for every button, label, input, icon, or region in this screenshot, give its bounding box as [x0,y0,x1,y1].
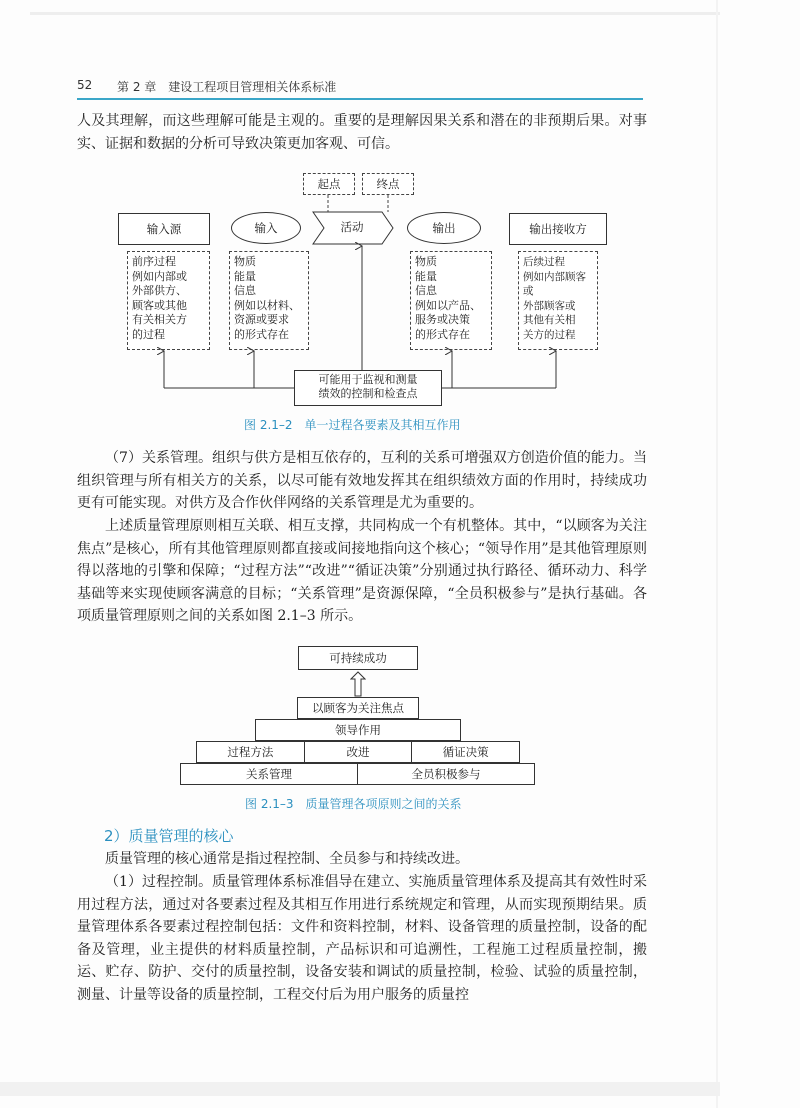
output-ellipse: 输出 [407,212,481,244]
end-point-box: 终点 [362,173,414,195]
scan-edge-bottom [0,1082,720,1096]
customer-focus-box: 以顾客为关注焦点 [297,697,419,719]
page-number: 52 [77,78,93,92]
start-point-box: 起点 [303,173,355,195]
output-note: 物质 能量 信息 例如以产品、 服务或决策 的形式存在 [410,251,492,350]
running-header [77,76,643,100]
chapter-title: 第 2 章 建设工程项目管理相关体系标准 [117,80,337,94]
sustained-success-box: 可持续成功 [298,646,418,670]
activity-label: 活动 [340,220,364,234]
input-source-box: 输入源 [118,213,210,245]
improvement-cell: 改进 [304,742,412,762]
up-arrow [350,671,366,697]
input-source-note: 前序过程 例如内部或 外部供方、 顾客或其他 有关相关方 的过程 [127,251,210,350]
figure-caption-2-1-2: 图 2.1–2 单一过程各要素及其相互作用 [244,418,461,432]
input-note: 物质 能量 信息 例如以材料、 资源或要求 的形式存在 [229,251,309,350]
scan-edge-right [716,0,718,1108]
engagement-cell: 全员积极参与 [357,764,534,784]
paragraph-process-control: （1）过程控制。质量管理体系标准倡导在建立、实施质量管理体系及提高其有效性时采用过程方法，通过对各要素过程及其相互作用进行系统规定和管理，从而实现预期结果。质量管理体系各要素过程控制包括：文件和资料控制，材料、设备管理的质量控制，设备的配备及管理，业主提供的材料质量控制，产品标识和可追溯性，工程施工过程质量控制，搬运、贮存、防护、交付的质量控制，设备安装和调试的质量控制，检验、试验的质量控制，测量、计量等设备的质量控制，工程交付后为用户服务的质量控 [77,874,647,1003]
middle-principles-row [196,741,520,763]
evidence-decision-cell: 循证决策 [411,742,519,762]
connector-lines [150,194,620,394]
leadership-box: 领导作用 [255,719,461,741]
process-approach-cell: 过程方法 [227,745,274,759]
receiver-note: 后续过程 例如内部顾客或 外部顾客或 其他有关相 关方的过程 [518,251,598,350]
up-arrow-icon [351,672,365,696]
base-principles-row [180,763,535,785]
paragraph-relationship: （7）关系管理。组织与供方是相互依存的，互利的关系可增强双方创造价值的能力。当组织管理与所有相关方的关系，以尽可能有效地发挥其在组织绩效方面的作用时，持续成功更有可能实现。对供方及合作伙伴网络的关系管理是尤为重要的。 [77,450,647,511]
control-point-box: 可能用于监视和测量 绩效的控制和检查点 [294,370,442,406]
scan-edge-top [30,12,720,15]
input-ellipse: 输入 [231,212,301,244]
paragraph-core: 质量管理的核心通常是指过程控制、全员参与和持续改进。 [105,851,469,867]
paragraph-intro: 人及其理解，而这些理解可能是主观的。重要的是理解因果关系和潜在的非预期后果。对事实、证据和数据的分析可导致决策更加客观、可信。 [77,113,647,152]
paragraph-principles: 上述质量管理原则相互关联、相互支撑，共同构成一个有机整体。其中，“以顾客为关注焦点”是核心，所有其他管理原则都直接或间接地指向这个核心；“领导作用”是其他管理原则得以落地的引擎和保障；“过程方法”“改进”“循证决策”分别通过执行路径、循环动力、科学基础等来实现使顾客满意的目标；“关系管理”是资源保障，“全员积极参与”是执行基础。各项质量管理原则之间的关系如图 2.1–3 所示。 [77,518,647,624]
figure-caption-2-1-3: 图 2.1–3 质量管理各项原则之间的关系 [245,797,462,811]
output-receiver-box: 输出接收方 [509,213,607,245]
relationship-management-cell: 关系管理 [246,767,292,781]
section-title: 2）质量管理的核心 [104,827,234,845]
